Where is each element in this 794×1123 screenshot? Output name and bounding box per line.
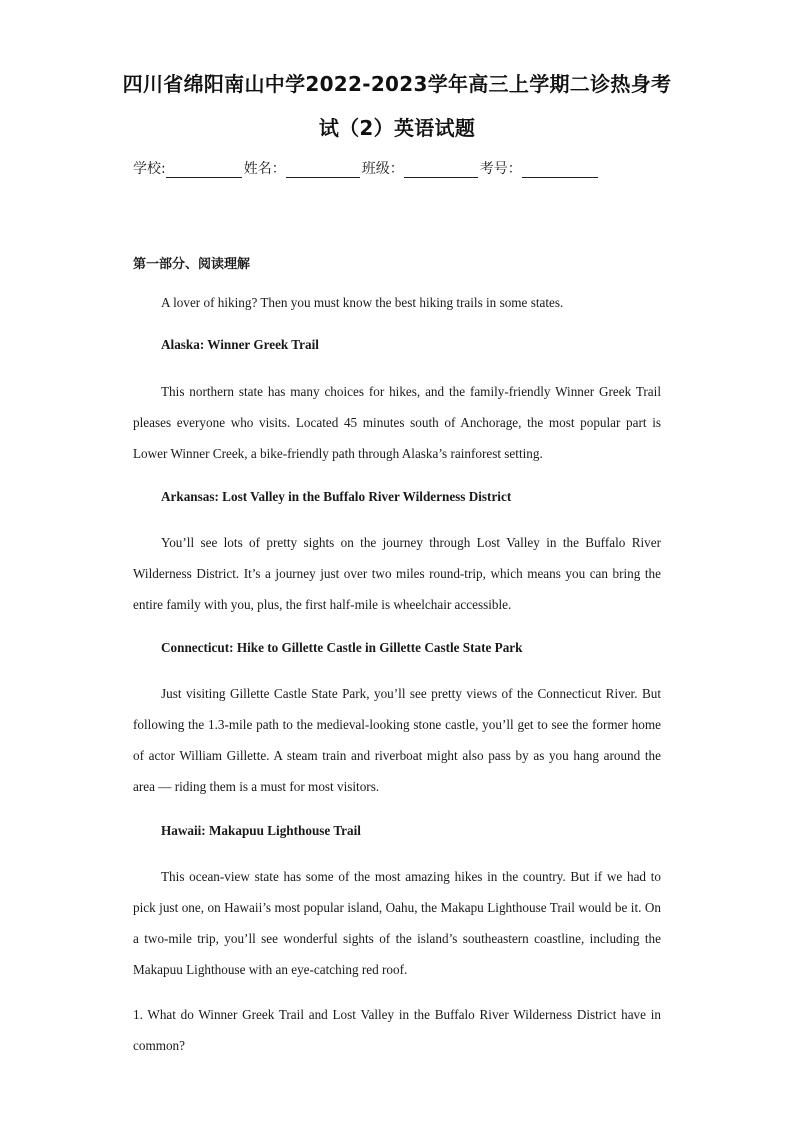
name-blank[interactable] <box>286 163 360 178</box>
trail-text-hawaii: This ocean-view state has some of the most amazing hikes in the country. But if we had to pick just one, on Hawaii’s most popular island, Oahu, the Makapu Lighthouse Trail would be it. On a two-mile trip, you’ll see wonderful sights of the island’s southeastern coastline, including the Makapuu Lighthouse with an eye-catching red roof. <box>133 869 661 977</box>
exam-number-label: 考号： <box>479 161 522 177</box>
question-1: 1. What do Winner Greek Trail and Lost Valley in the Buffalo River Wilderness District have in common? <box>133 1007 661 1053</box>
trail-heading-hawaii: Hawaii: Makapuu Lighthouse Trail <box>161 823 361 838</box>
class-label: 班级： <box>361 161 404 177</box>
school-label: 学校: <box>133 161 166 177</box>
passage-intro: A lover of hiking? Then you must know the best hiking trails in some states. <box>161 295 564 310</box>
exam-title-line-2: 试（2）英语试题 <box>318 116 476 140</box>
trail-heading-connecticut: Connecticut: Hike to Gillette Castle in Gillette Castle State Park <box>161 640 523 655</box>
exam-number-blank[interactable] <box>522 163 598 178</box>
school-blank[interactable] <box>166 163 242 178</box>
class-blank[interactable] <box>404 163 478 178</box>
trail-text-alaska: This northern state has many choices for hikes, and the family-friendly Winner Greek Trail pleases everyone who visits. Located 45 minutes south of Anchorage, the most popular part is Lower Winner Creek, a bike-friendly path through Alaska’s rainforest setting. <box>133 384 661 461</box>
student-info-row <box>133 158 600 178</box>
trail-text-connecticut: Just visiting Gillette Castle State Park, you’ll see pretty views of the Connecticut River. But following the 1.3-mile path to the medieval-looking stone castle, you’ll get to see the former home of actor William Gillette. A steam train and riverboat might also pass by as you hang around the area — riding them is a must for most visitors. <box>133 686 661 794</box>
trail-text-arkansas: You’ll see lots of pretty sights on the journey through Lost Valley in the Buffalo River Wilderness District. It’s a journey just over two miles round-trip, which means you can bring the entire family with you, plus, the first half-mile is wheelchair accessible. <box>133 535 661 612</box>
name-label: 姓名： <box>243 161 286 177</box>
trail-heading-alaska: Alaska: Winner Greek Trail <box>161 337 319 352</box>
exam-title-line-1: 四川省绵阳南山中学2022-2023学年高三上学期二诊热身考 <box>122 72 672 96</box>
trail-heading-arkansas: Arkansas: Lost Valley in the Buffalo River Wilderness District <box>161 489 512 504</box>
section-title: 第一部分、阅读理解 <box>133 257 251 272</box>
